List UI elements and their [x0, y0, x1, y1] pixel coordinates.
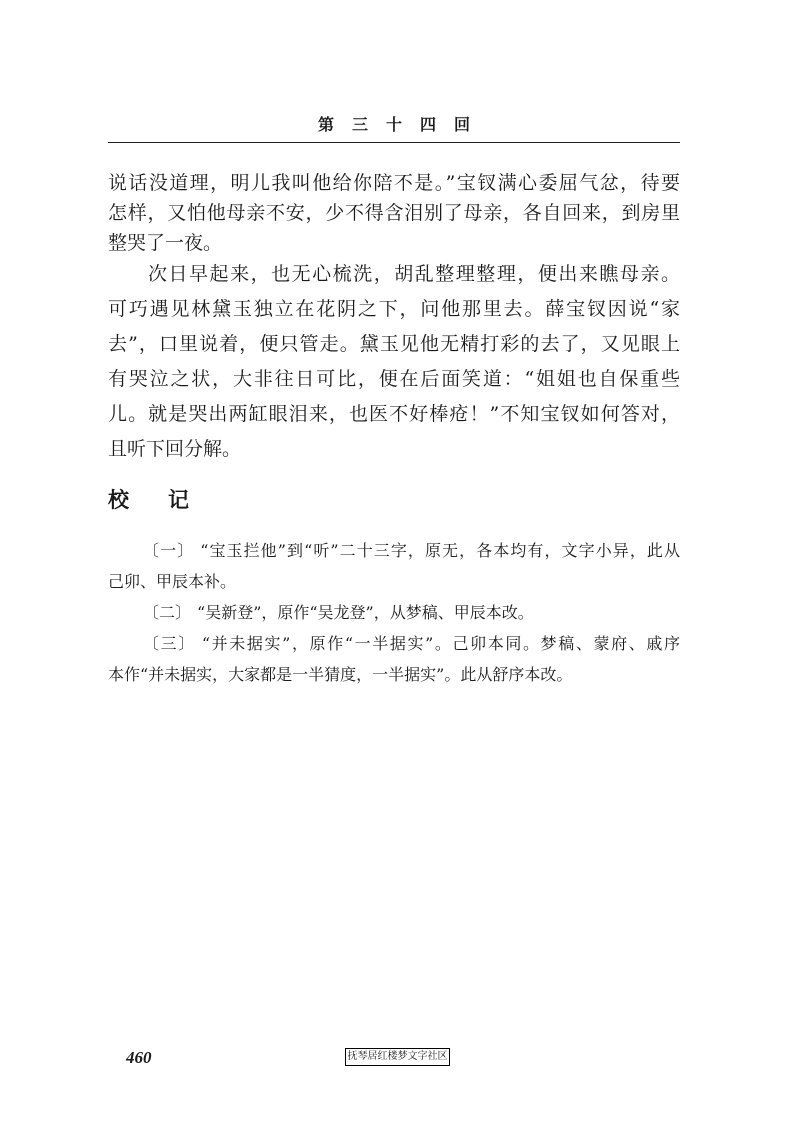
text-line: 怎样，又怕他母亲不安，少不得含泪别了母亲，各自回来，到房里	[108, 202, 680, 224]
text-line: 次日早起来，也无心梳洗，胡乱整理整理，便出来瞧母亲。	[148, 263, 680, 285]
note-marker: 〔二〕	[143, 603, 192, 622]
text-line: 说话没道理，明儿我叫他给你陪不是。”宝钗满心委屈气忿，待要	[108, 172, 680, 194]
text-line: 儿。就是哭出两缸眼泪来，也医不好棒疮！”不知宝钗如何答对，	[108, 403, 680, 425]
note-text: “并未据实”，原作“一半据实”。己卯本同。梦稿、蒙府、戚序	[201, 634, 680, 653]
note-marker: 〔一〕	[143, 541, 195, 560]
watermark-stamp: 抚琴居红楼梦文字社区	[345, 1048, 450, 1066]
page-number: 460	[126, 1048, 152, 1067]
note-line	[108, 535, 680, 566]
body-paragraph	[108, 168, 680, 258]
notes-heading: 校记	[108, 487, 228, 512]
text-line: 可巧遇见林黛玉独立在花阴之下，问他那里去。薛宝钗因说“家	[108, 298, 680, 320]
chapter-title: 第三十四回	[317, 115, 488, 134]
text-line: 有哭泣之状，大非往日可比，便在后面笑道：“姐姐也自保重些	[108, 368, 680, 390]
note-line: 本作“并未据实，大家都是一半猜度，一半据实”。此从舒序本改。	[108, 665, 573, 684]
collation-notes	[108, 535, 680, 690]
note-marker: 〔三〕	[143, 634, 196, 653]
header-rule	[108, 142, 680, 143]
text-line: 且听下回分解。	[108, 438, 242, 460]
note-line: 己卯、甲辰本补。	[108, 572, 237, 591]
text-line: 整哭了一夜。	[108, 232, 223, 254]
note-text: “吴新登”，原作“吴龙登”，从梦稿、甲辰本改。	[197, 603, 534, 622]
note-text: “宝玉拦他”到“听”二十三字，原无，各本均有，文字小异，此从	[200, 541, 680, 560]
note-line	[108, 597, 680, 628]
body-paragraph	[108, 257, 680, 467]
text-line: 去”，口里说着，便只管走。黛玉见他无精打彩的去了，又见眼上	[108, 333, 680, 355]
note-line	[108, 628, 680, 659]
